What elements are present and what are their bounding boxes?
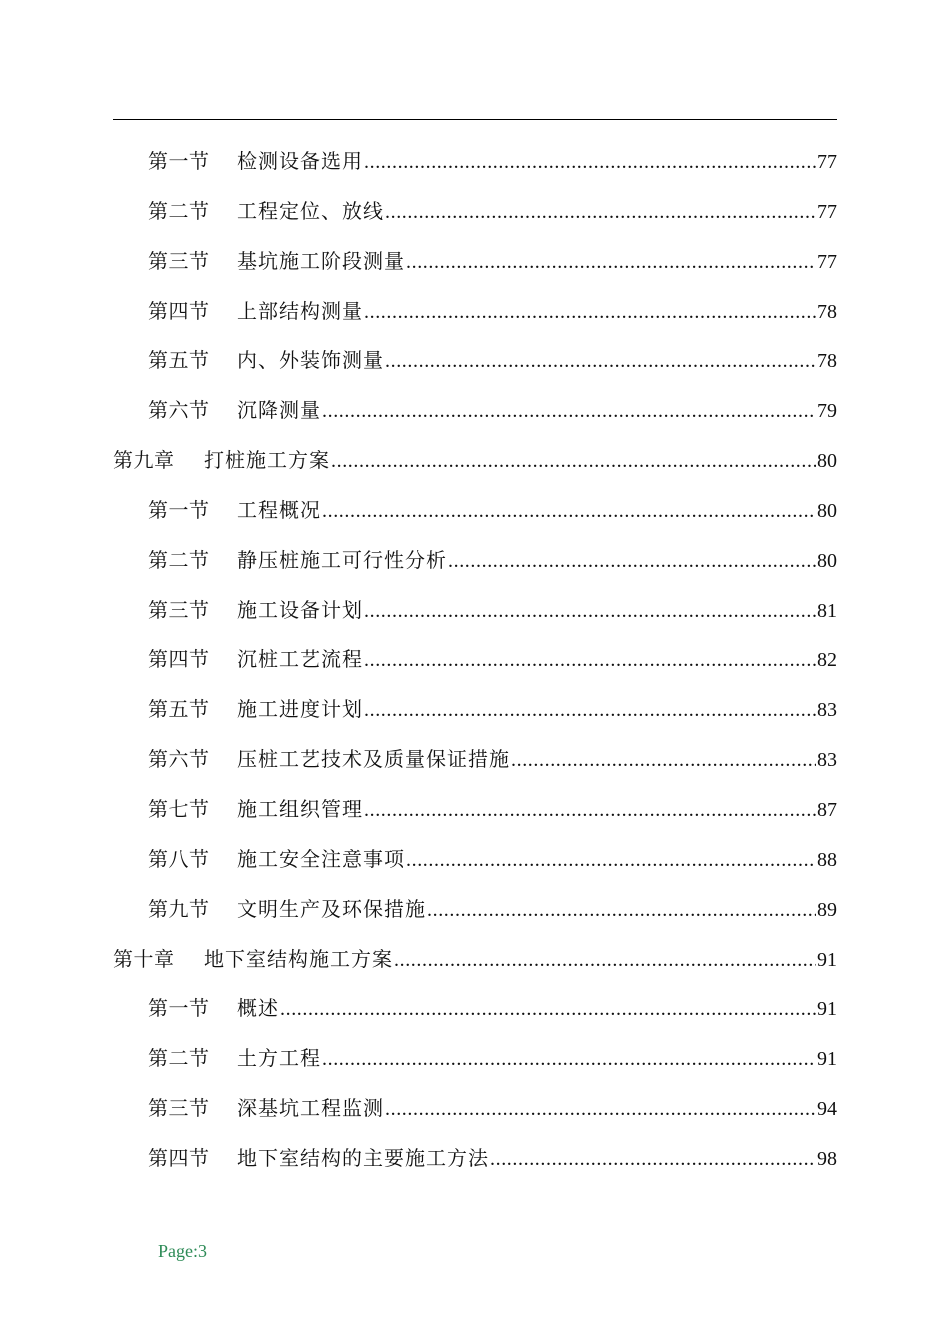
toc-entry-page: 87 <box>817 798 837 821</box>
toc-entry-page: 79 <box>817 400 837 423</box>
toc-entry-label: 第一节 <box>148 996 210 1021</box>
toc-leader-dots <box>427 886 816 936</box>
toc-entry-chapter[interactable] <box>113 436 837 486</box>
toc-entry-page: 78 <box>817 300 837 323</box>
toc-leader-dots <box>490 1135 816 1185</box>
toc-entry-title: 深基坑工程监测 <box>237 1096 384 1121</box>
toc-entry-page: 77 <box>817 200 837 223</box>
toc-entry-label: 第九节 <box>148 896 210 921</box>
toc-entry-label: 第二节 <box>148 547 210 572</box>
toc-entry-label: 第四节 <box>148 647 210 672</box>
toc-entry-page: 94 <box>817 1098 837 1121</box>
page-footer-number: Page:3 <box>158 1241 207 1261</box>
toc-entry-section[interactable] <box>113 536 837 586</box>
toc-leader-dots <box>448 537 816 587</box>
toc-entry-page: 80 <box>817 549 837 572</box>
toc-entry-page: 91 <box>817 948 837 971</box>
toc-leader-dots <box>364 686 816 736</box>
toc-entry-section[interactable] <box>113 137 837 187</box>
toc-entry-title: 土方工程 <box>237 1046 321 1071</box>
toc-entry-section[interactable] <box>113 1134 837 1184</box>
toc-entry-section[interactable] <box>113 835 837 885</box>
toc-leader-dots <box>385 188 816 238</box>
toc-entry-page: 81 <box>817 599 837 622</box>
toc-entry-label: 第三节 <box>148 248 210 273</box>
toc-entry-title: 施工设备计划 <box>237 597 363 622</box>
toc-entry-section[interactable] <box>113 735 837 785</box>
toc-entry-page: 77 <box>817 250 837 273</box>
toc-entry-section[interactable] <box>113 885 837 935</box>
toc-entry-title: 基坑施工阶段测量 <box>237 248 405 273</box>
toc-entry-label: 第一节 <box>148 497 210 522</box>
toc-entry-section[interactable] <box>113 287 837 337</box>
toc-leader-dots <box>364 138 816 188</box>
toc-entry-section[interactable] <box>113 187 837 237</box>
toc-entry-page: 91 <box>817 998 837 1021</box>
toc-entry-section[interactable] <box>113 486 837 536</box>
toc-entry-title: 概述 <box>237 996 279 1021</box>
toc-entry-title: 施工安全注意事项 <box>237 846 405 871</box>
toc-leader-dots <box>364 636 816 686</box>
toc-entry-section[interactable] <box>113 1034 837 1084</box>
toc-entry-section[interactable] <box>113 984 837 1034</box>
toc-entry-page: 82 <box>817 649 837 672</box>
toc-leader-dots <box>394 936 816 986</box>
toc-entry-page: 88 <box>817 848 837 871</box>
toc-entry-label: 第七节 <box>148 796 210 821</box>
toc-leader-dots <box>364 288 816 338</box>
toc-leader-dots <box>364 786 816 836</box>
toc-entry-page: 89 <box>817 898 837 921</box>
toc-entry-title: 检测设备选用 <box>237 149 363 173</box>
toc-entry-label: 第八节 <box>148 846 210 871</box>
toc-entry-section[interactable] <box>113 336 837 386</box>
toc-entry-label: 第五节 <box>148 697 210 722</box>
header-rule <box>113 119 837 120</box>
toc-entry-label: 第四节 <box>148 1145 210 1170</box>
toc-entry-label: 第六节 <box>148 398 210 423</box>
toc-entry-label: 第二节 <box>148 198 210 223</box>
toc-entry-page: 77 <box>817 151 837 173</box>
toc-entry-label: 第三节 <box>148 1096 210 1121</box>
toc-entry-title: 打桩施工方案 <box>204 448 330 473</box>
toc-entry-title: 地下室结构的主要施工方法 <box>237 1145 489 1170</box>
toc-entry-title: 施工进度计划 <box>237 697 363 722</box>
toc-entry-page: 83 <box>817 749 837 772</box>
toc-entry-chapter[interactable] <box>113 935 837 985</box>
toc-entry-title: 工程概况 <box>237 497 321 522</box>
toc-entry-title: 静压桩施工可行性分析 <box>237 547 447 572</box>
toc-leader-dots <box>280 985 816 1035</box>
toc-entry-page: 91 <box>817 1048 837 1071</box>
toc-entry-title: 施工组织管理 <box>237 796 363 821</box>
toc-entry-section[interactable] <box>113 386 837 436</box>
toc-leader-dots <box>322 1035 816 1085</box>
table-of-contents <box>113 137 837 1184</box>
toc-entry-label: 第一节 <box>148 149 210 173</box>
toc-leader-dots <box>322 487 816 537</box>
toc-entry-title: 工程定位、放线 <box>237 198 384 223</box>
toc-entry-label: 第六节 <box>148 747 210 772</box>
toc-entry-page: 78 <box>817 350 837 373</box>
toc-entry-label: 第九章 <box>113 448 175 473</box>
toc-entry-section[interactable] <box>113 586 837 636</box>
toc-entry-label: 第四节 <box>148 298 210 323</box>
toc-leader-dots <box>322 387 816 437</box>
toc-entry-page: 80 <box>817 499 837 522</box>
toc-leader-dots <box>406 238 816 288</box>
toc-entry-page: 80 <box>817 450 837 473</box>
toc-entry-section[interactable] <box>113 785 837 835</box>
toc-entry-section[interactable] <box>113 237 837 287</box>
toc-leader-dots <box>406 836 816 886</box>
toc-entry-label: 第二节 <box>148 1046 210 1071</box>
toc-leader-dots <box>385 337 816 387</box>
toc-entry-page: 83 <box>817 699 837 722</box>
toc-entry-section[interactable] <box>113 685 837 735</box>
toc-entry-title: 压桩工艺技术及质量保证措施 <box>237 747 510 772</box>
toc-entry-title: 沉降测量 <box>237 398 321 423</box>
toc-entry-section[interactable] <box>113 635 837 685</box>
toc-leader-dots <box>385 1085 816 1135</box>
toc-leader-dots <box>331 437 816 487</box>
toc-entry-title: 上部结构测量 <box>237 298 363 323</box>
toc-entry-page: 98 <box>817 1147 837 1170</box>
toc-entry-label: 第十章 <box>113 946 175 971</box>
toc-entry-title: 沉桩工艺流程 <box>237 647 363 672</box>
toc-entry-title: 文明生产及环保措施 <box>237 896 426 921</box>
toc-entry-label: 第五节 <box>148 348 210 373</box>
toc-leader-dots <box>364 587 816 637</box>
toc-entry-label: 第三节 <box>148 597 210 622</box>
toc-entry-section[interactable] <box>113 1084 837 1134</box>
toc-leader-dots <box>511 736 816 786</box>
toc-entry-title: 地下室结构施工方案 <box>204 946 393 971</box>
toc-entry-title: 内、外装饰测量 <box>237 348 384 373</box>
